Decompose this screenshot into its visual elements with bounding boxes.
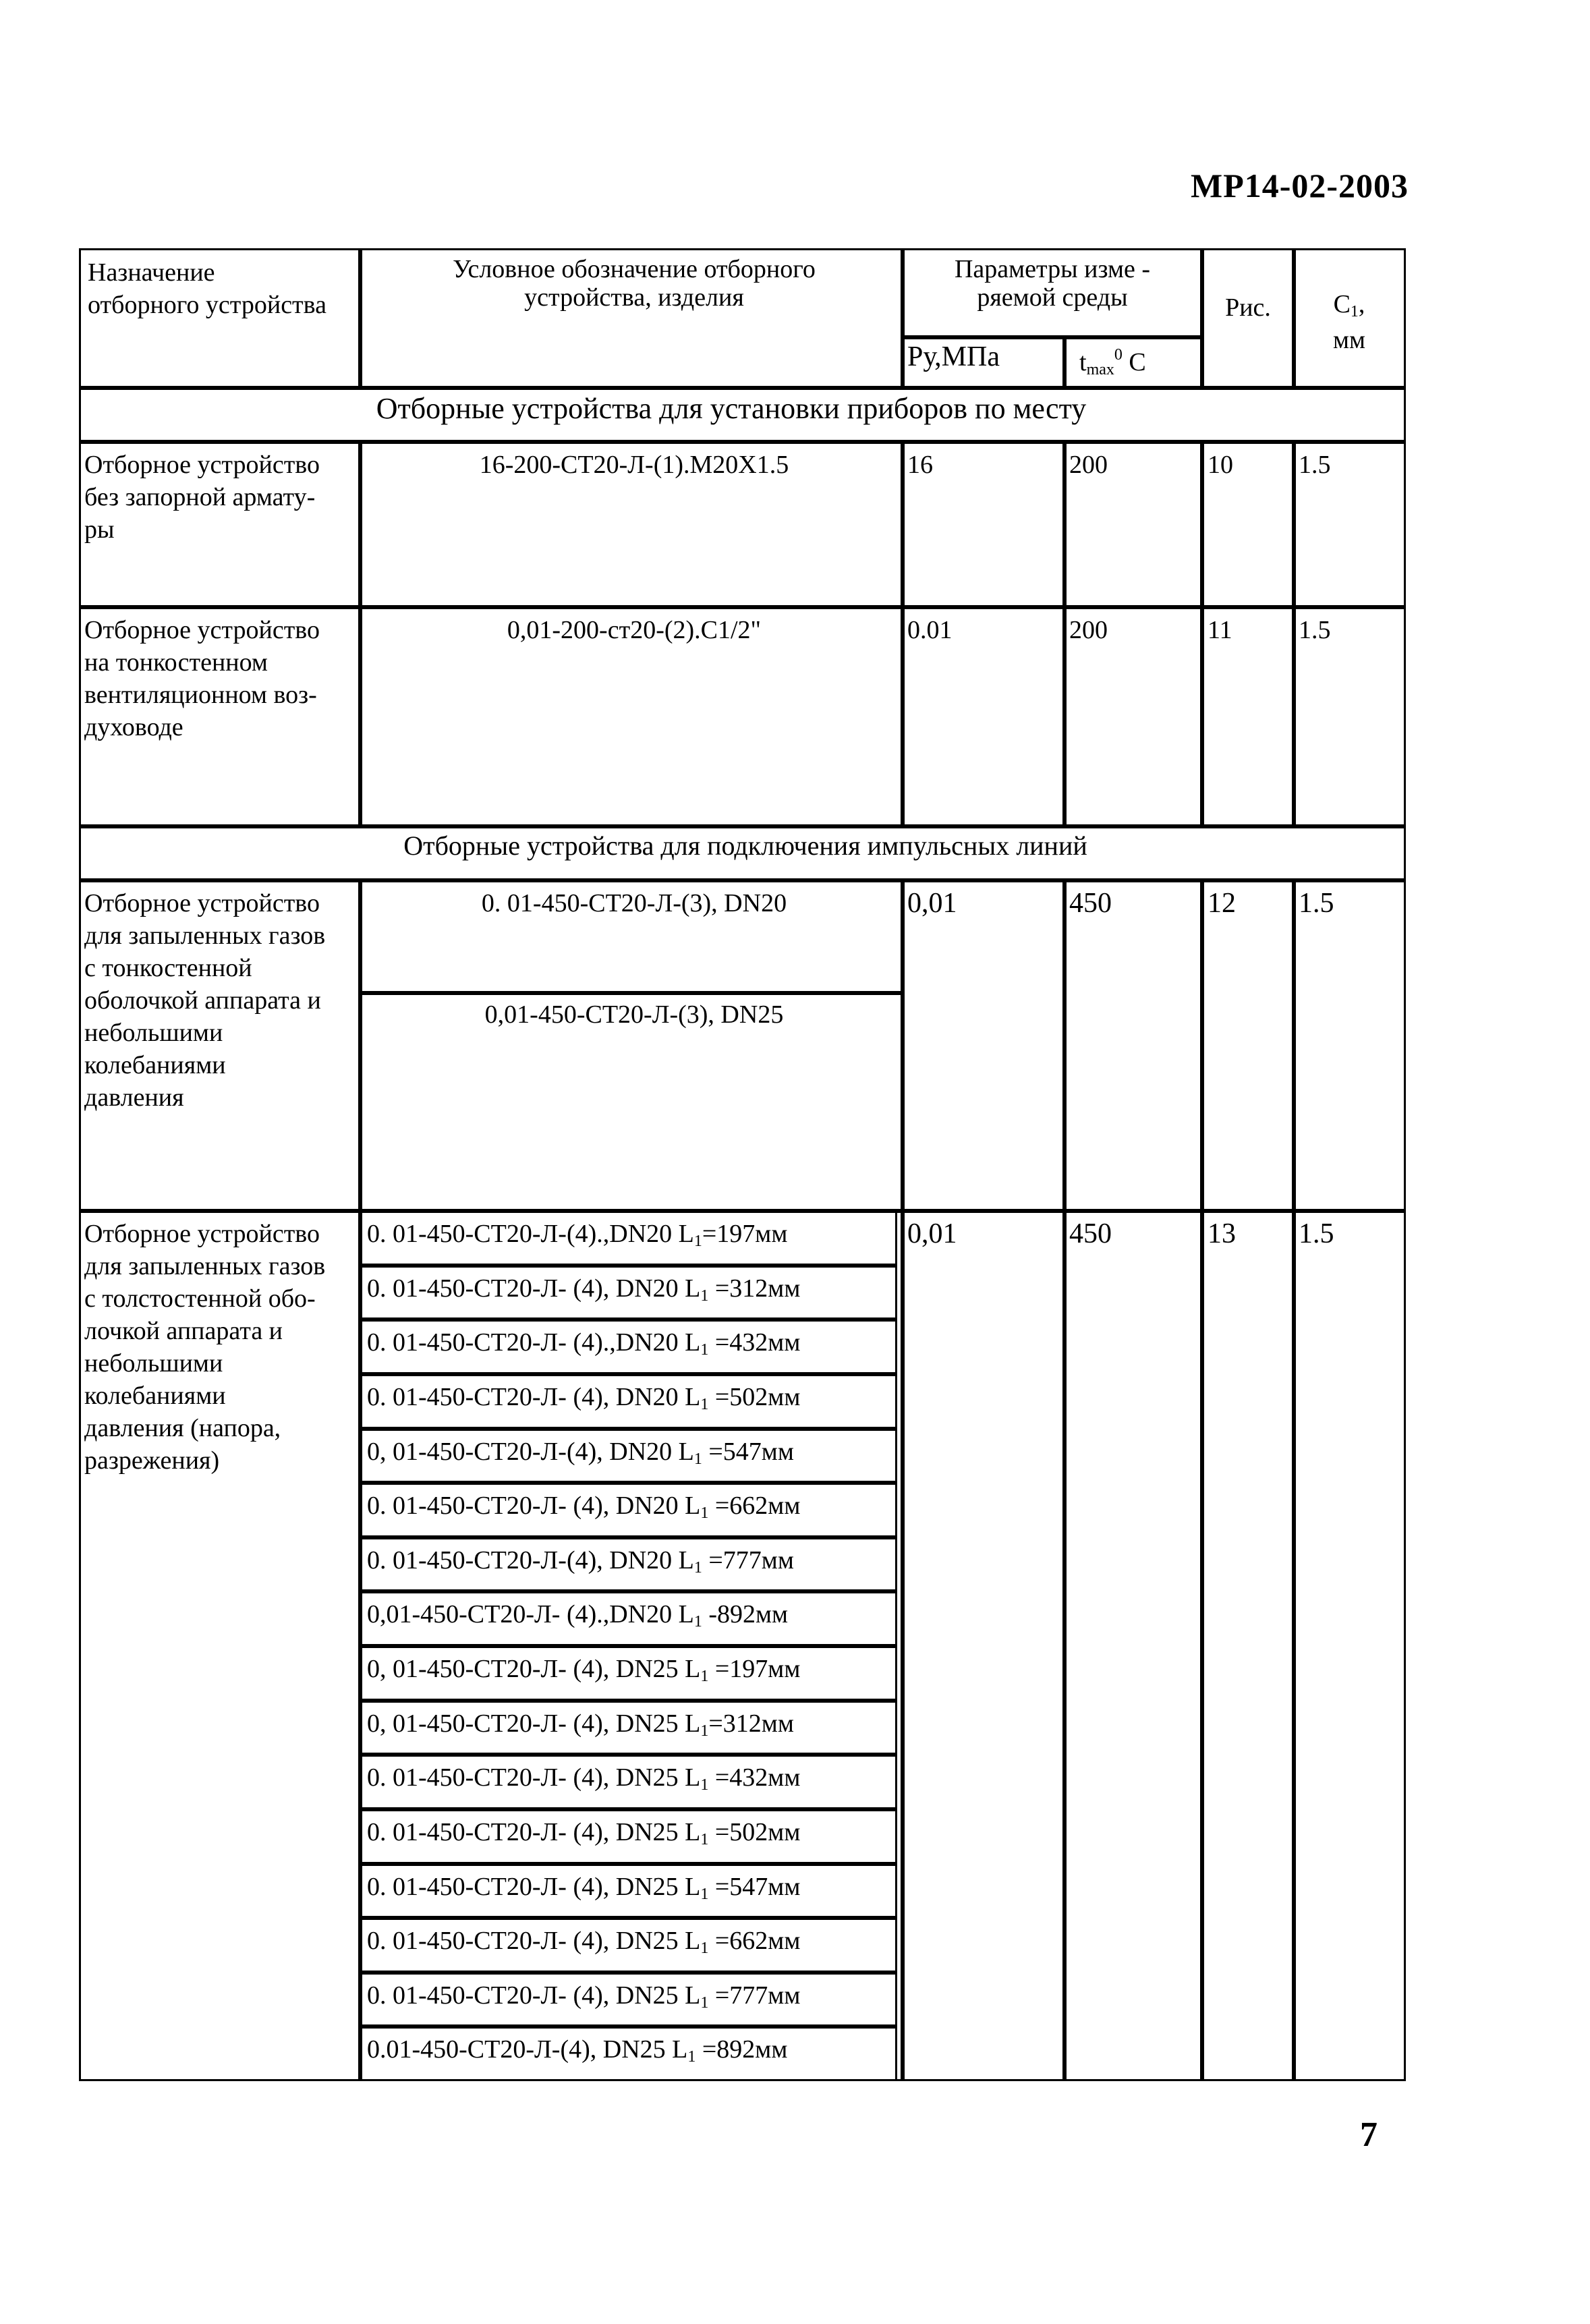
designation-code: 0.01-450-СТ20-Л-(4), DN25 L [367,2035,688,2064]
designation-length: -892мм [702,1600,789,1628]
designation-code: 0. 01-450-СТ20-Л-(4), DN20 L [367,1546,694,1575]
header-temperature [1079,339,1201,386]
designation-length: =432мм [708,1328,801,1357]
designation-subscript: 1 [700,1939,709,1957]
designation-length: =197мм [702,1220,788,1248]
section-title-1: Отборные устройства для установки приборов по месту [376,392,1087,425]
row-3-pressure: 0,01 [907,1218,957,1249]
row-3-c1-cell [1294,1211,1406,2081]
designation-code: 0, 01-450-СТ20-Л- (4), DN25 L [367,1709,701,1738]
designation-code: 0. 01-450-СТ20-Л- (4), DN25 L [367,1873,701,1901]
designation-length: =892мм [695,2035,788,2064]
row-0-temperature: 200 [1069,451,1108,479]
designation-length: =547мм [708,1873,801,1901]
designation-length: =312мм [708,1274,801,1303]
designation-length: =502мм [708,1818,801,1846]
designation-subscript: 1 [700,1831,709,1848]
section-title-2: Отборные устройства для подключения импульсных линий [403,830,1087,861]
designation-code: 0,01-450-СТ20-Л- (4).,DN20 L [367,1600,694,1628]
row-1-purpose: Отборное устройство на тонкостенном вентиляционном воз- духоводе [84,616,320,741]
designation-code: 0. 01-450-СТ20-Л- (4), DN25 L [367,1818,701,1846]
designation-10 [367,1709,794,1740]
row-2-pressure-cell [903,880,1064,1211]
row-3-figure: 13 [1208,1218,1236,1249]
designation-11 [367,1763,800,1794]
c1-symbol: С [1333,290,1351,318]
designation-subscript: 1 [700,1722,709,1740]
row-3-pressure-cell [903,1211,1064,2081]
row-2-designation-2: 0,01-450-СТ20-Л-(3), DN25 [484,1000,784,1029]
designation-length: =197мм [708,1655,801,1683]
designation-16 [367,2035,787,2066]
row-3-figure-cell [1202,1211,1294,2081]
row-3-c1: 1.5 [1299,1218,1334,1249]
designation-14 [367,1926,800,1958]
designation-length: =662мм [708,1492,801,1520]
row-2-designation-1: 0. 01-450-СТ20-Л-(3), DN20 [481,889,787,917]
header-c1 [1302,290,1396,354]
designation-subscript: 1 [700,1994,709,2012]
designation-length: =777мм [702,1546,794,1575]
designation-subscript: 1 [700,1504,709,1522]
designation-subscript: 1 [693,1450,702,1468]
designation-15 [367,1981,800,2012]
designation-code: 0. 01-450-СТ20-Л- (4), DN25 L [367,1981,701,2010]
designation-subscript: 1 [693,1613,702,1631]
designation-length: =777мм [708,1981,801,2010]
row-3-temperature: 450 [1069,1218,1112,1249]
designation-5 [367,1437,794,1469]
row-0-designation: 16-200-СТ20-Л-(1).М20Х1.5 [479,451,789,479]
row-2-c1: 1.5 [1299,888,1334,919]
designation-12 [367,1817,800,1849]
designation-subscript: 1 [700,1396,709,1413]
designation-code: 0. 01-450-СТ20-Л- (4).,DN20 L [367,1328,701,1357]
designation-code: 0, 01-450-СТ20-Л- (4), DN25 L [367,1655,701,1683]
temp-symbol: t [1079,348,1087,376]
row-1-c1: 1.5 [1299,616,1331,644]
designation-8 [367,1599,788,1631]
designation-length: =432мм [708,1763,801,1792]
row-1-pressure: 0.01 [907,616,953,644]
row-1-figure: 11 [1208,616,1232,644]
designation-6 [367,1491,800,1523]
designation-subscript: 1 [700,1668,709,1685]
row-1-temperature: 200 [1069,616,1108,644]
temp-subscript: max [1086,361,1114,378]
designation-4 [367,1382,800,1414]
designation-subscript: 1 [687,2048,696,2066]
designation-13 [367,1872,800,1904]
c1-comma: , [1358,290,1365,318]
designation-code: 0. 01-450-СТ20-Л- (4), DN25 L [367,1763,701,1792]
document-code: МР14-02-2003 [1191,167,1409,204]
header-figure: Рис. [1225,293,1271,322]
row-3-purpose: Отборное устройство для запыленных газов с толстостенной обо- лочкой аппарата и небольшими колебаниями давления (напора, разрежения) [84,1220,326,1475]
designation-subscript: 1 [700,1287,709,1305]
designation-subscript: 1 [700,1886,709,1903]
row-2-purpose: Отборное устройство для запыленных газов с тонкостенной оболочкой аппарата и небольшими колебаниями давления [84,889,326,1112]
designation-9 [367,1654,800,1686]
row-2-c1-cell [1294,880,1406,1211]
c1-subscript: 1 [1350,303,1359,320]
designation-code: 0, 01-450-СТ20-Л-(4), DN20 L [367,1438,694,1466]
designation-subscript: 1 [693,1232,702,1250]
page-number: 7 [1360,2116,1378,2154]
designation-code: 0. 01-450-СТ20-Л- (4), DN20 L [367,1274,701,1303]
designation-length: =662мм [708,1927,801,1955]
designation-code: 0. 01-450-СТ20-Л- (4), DN20 L [367,1383,701,1411]
designation-code: 0. 01-450-СТ20-Л- (4), DN20 L [367,1492,701,1520]
designation-subscript: 1 [693,1559,702,1577]
designation-7 [367,1546,794,1577]
designation-subscript: 1 [700,1776,709,1794]
row-3-temperature-cell [1064,1211,1202,2081]
row-1-designation: 0,01-200-ст20-(2).С1/2" [507,616,762,644]
designation-length: =502мм [708,1383,801,1411]
c1-unit: мм [1332,326,1366,354]
temp-unit: С [1122,348,1146,376]
header-params: Параметры изме - ряемой среды [954,255,1151,312]
row-2-figure: 12 [1208,888,1236,919]
row-0-pressure: 16 [907,451,933,479]
row-2-temperature-cell [1064,880,1202,1211]
row-0-c1: 1.5 [1299,451,1331,479]
row-2-figure-cell [1202,880,1294,1211]
designation-2 [367,1274,800,1305]
designation-3 [367,1328,800,1359]
header-pressure: Ру,МПа [907,341,1000,372]
designation-code: 0. 01-450-СТ20-Л-(4).,DN20 L [367,1220,694,1248]
row-2-pressure: 0,01 [907,888,957,919]
designation-code: 0. 01-450-СТ20-Л- (4), DN25 L [367,1927,701,1955]
designation-subscript: 1 [700,1341,709,1359]
header-designation: Условное обозначение отборного устройства, изделия [453,255,816,312]
designation-1 [367,1219,787,1251]
row-0-figure: 10 [1208,451,1233,479]
designation-length: =547мм [702,1438,794,1466]
header-purpose: Назначение отборного устройства [88,258,326,319]
row-0-purpose: Отборное устройство без запорной армату- ры [84,451,320,544]
temp-superscript: 0 [1114,346,1123,364]
designation-length: =312мм [708,1709,794,1738]
row-2-temperature: 450 [1069,888,1112,919]
